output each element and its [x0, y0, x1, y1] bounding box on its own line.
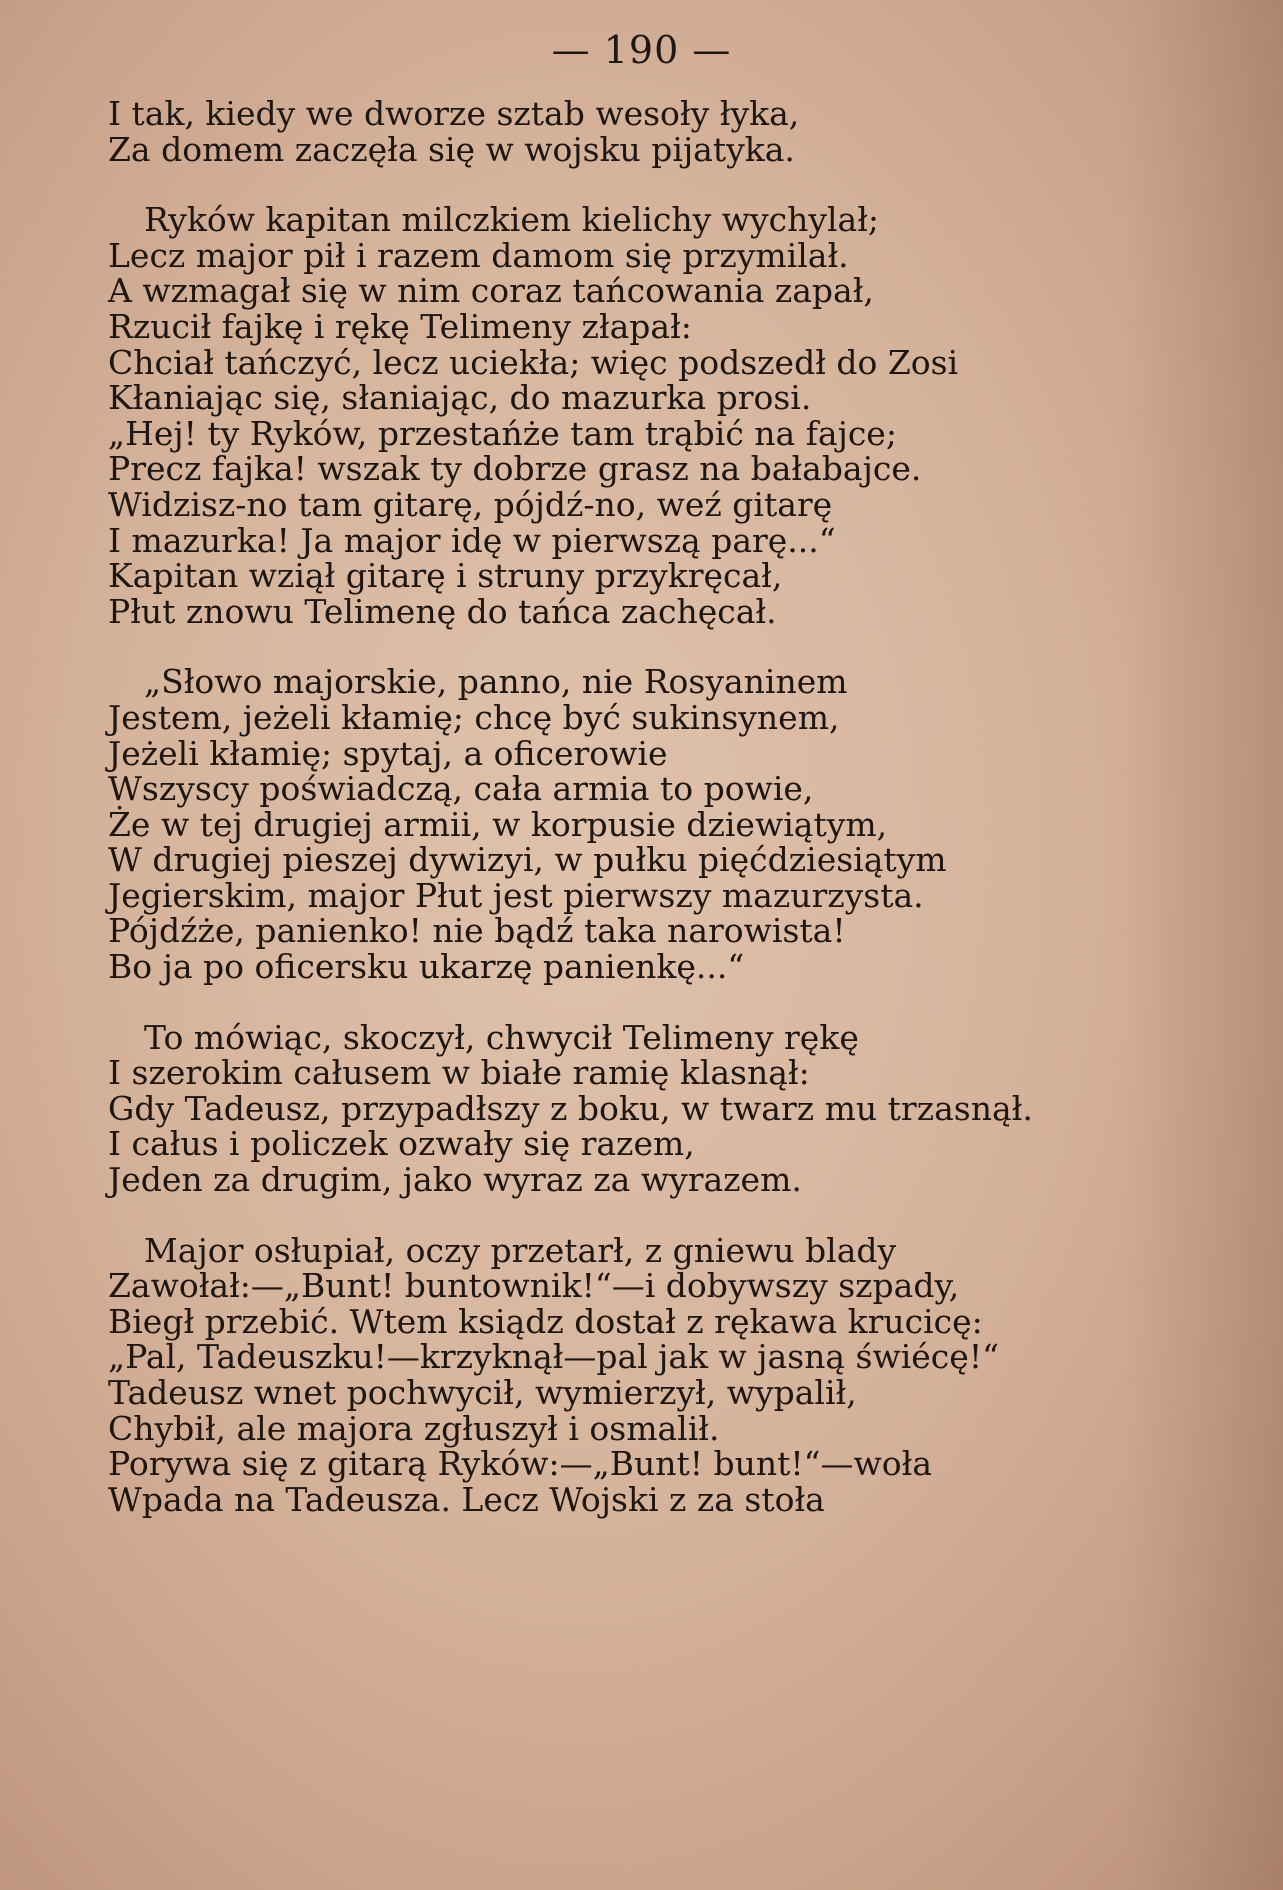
verse-line: Tadeusz wnet pochwycił, wymierzył, wypalił,: [108, 1373, 857, 1412]
verse-line: To mówiąc, skoczył, chwycił Telimeny rękę: [144, 1017, 859, 1057]
verse-line: Zawołał:—„Bunt! buntownik!“—i dobywszy szpady,: [108, 1266, 960, 1306]
page-number: — 190 —: [551, 28, 732, 72]
verse-line: Kłaniając się, słaniając, do mazurka prosi.: [108, 378, 812, 418]
stanza: [108, 662, 1108, 987]
verse-line: Wpada na Tadeusza. Lecz Wojski z za stoła: [108, 1479, 825, 1519]
verse-line: I całus i policzek ozwały się razem,: [108, 1124, 695, 1164]
verse-line: Jeżeli kłamię; spytaj, a oficerowie: [108, 733, 668, 773]
verse-line: Kapitan wziął gitarę i struny przykręcał,: [108, 556, 783, 596]
stanza: [108, 202, 1108, 629]
verse-line: I szerokim całusem w białe ramię klasnął:: [108, 1053, 810, 1093]
verse-line: Że w tej drugiej armii, w korpusie dziewiątym,: [108, 804, 888, 844]
verse-line: Pójdźże, panienko! nie bądź taka narowista!: [108, 911, 846, 951]
verse-line: I tak, kiedy we dworze sztab wesoły łyka,: [108, 94, 800, 133]
verse-line: I mazurka! Ja major idę w pierwszą parę...“: [108, 520, 836, 560]
verse-line: W drugiej pieszej dywizyi, w pułku pięćdziesiątym: [108, 840, 947, 880]
stanza: [108, 1230, 1108, 1519]
verse-line: „Słowo majorskie, panno, nie Rosyaninem: [144, 662, 848, 702]
page-edge-shadow: [1123, 0, 1283, 1890]
verse-line: „Pal, Tadeuszku!—krzyknął—pal jak w jasną świécę!“: [108, 1337, 999, 1377]
verse-line: Widzisz-no tam gitarę, pójdź-no, weź gitarę: [108, 484, 833, 524]
verse-line: Lecz major pił i razem damom się przymilał.: [108, 235, 849, 275]
verse-line: Chybił, ale majora zgłuszył i osmalił.: [108, 1408, 720, 1448]
poem-text: [108, 96, 1108, 1552]
verse-line: Jeden za drugim, jako wyraz za wyrazem.: [108, 1160, 802, 1200]
verse-line: Chciał tańczyć, lecz uciekła; więc podszedł do Zosi: [108, 342, 959, 382]
verse-line: Gdy Tadeusz, przypadłszy z boku, w twarz mu trzasnął.: [108, 1088, 1033, 1128]
verse-line: Major osłupiał, oczy przetarł, z gniewu blady: [144, 1230, 897, 1270]
verse-line: „Hej! ty Ryków, przestańże tam trąbić na fajce;: [108, 413, 897, 453]
verse-line: Płut znowu Telimenę do tańca zachęcał.: [108, 591, 777, 631]
stanza: [108, 96, 1108, 167]
verse-line: Rzucił fajkę i rękę Telimeny złapał:: [108, 306, 692, 346]
verse-line: Jestem, jeżeli kłamię; chcę być sukinsynem,: [108, 697, 840, 737]
verse-line: Biegł przebić. Wtem ksiądz dostał z rękawa krucicę:: [108, 1301, 983, 1341]
verse-line: Za domem zaczęła się w wojsku pijatyka.: [108, 129, 795, 169]
verse-line: A wzmagał się w nim coraz tańcowania zapał,: [108, 271, 874, 311]
verse-line: Ryków kapitan milczkiem kielichy wychylał;: [144, 200, 880, 240]
verse-line: Bo ja po oficersku ukarzę panienkę...“: [108, 947, 745, 987]
stanza: [108, 1017, 1108, 1200]
verse-line: Porywa się z gitarą Ryków:—„Bunt! bunt!“—woła: [108, 1444, 933, 1484]
verse-line: Precz fajka! wszak ty dobrze grasz na bałabajce.: [108, 449, 922, 489]
verse-line: Wszyscy poświadczą, cała armia to powie,: [108, 769, 814, 809]
verse-line: Jegierskim, major Płut jest pierwszy mazurzysta.: [108, 875, 924, 915]
